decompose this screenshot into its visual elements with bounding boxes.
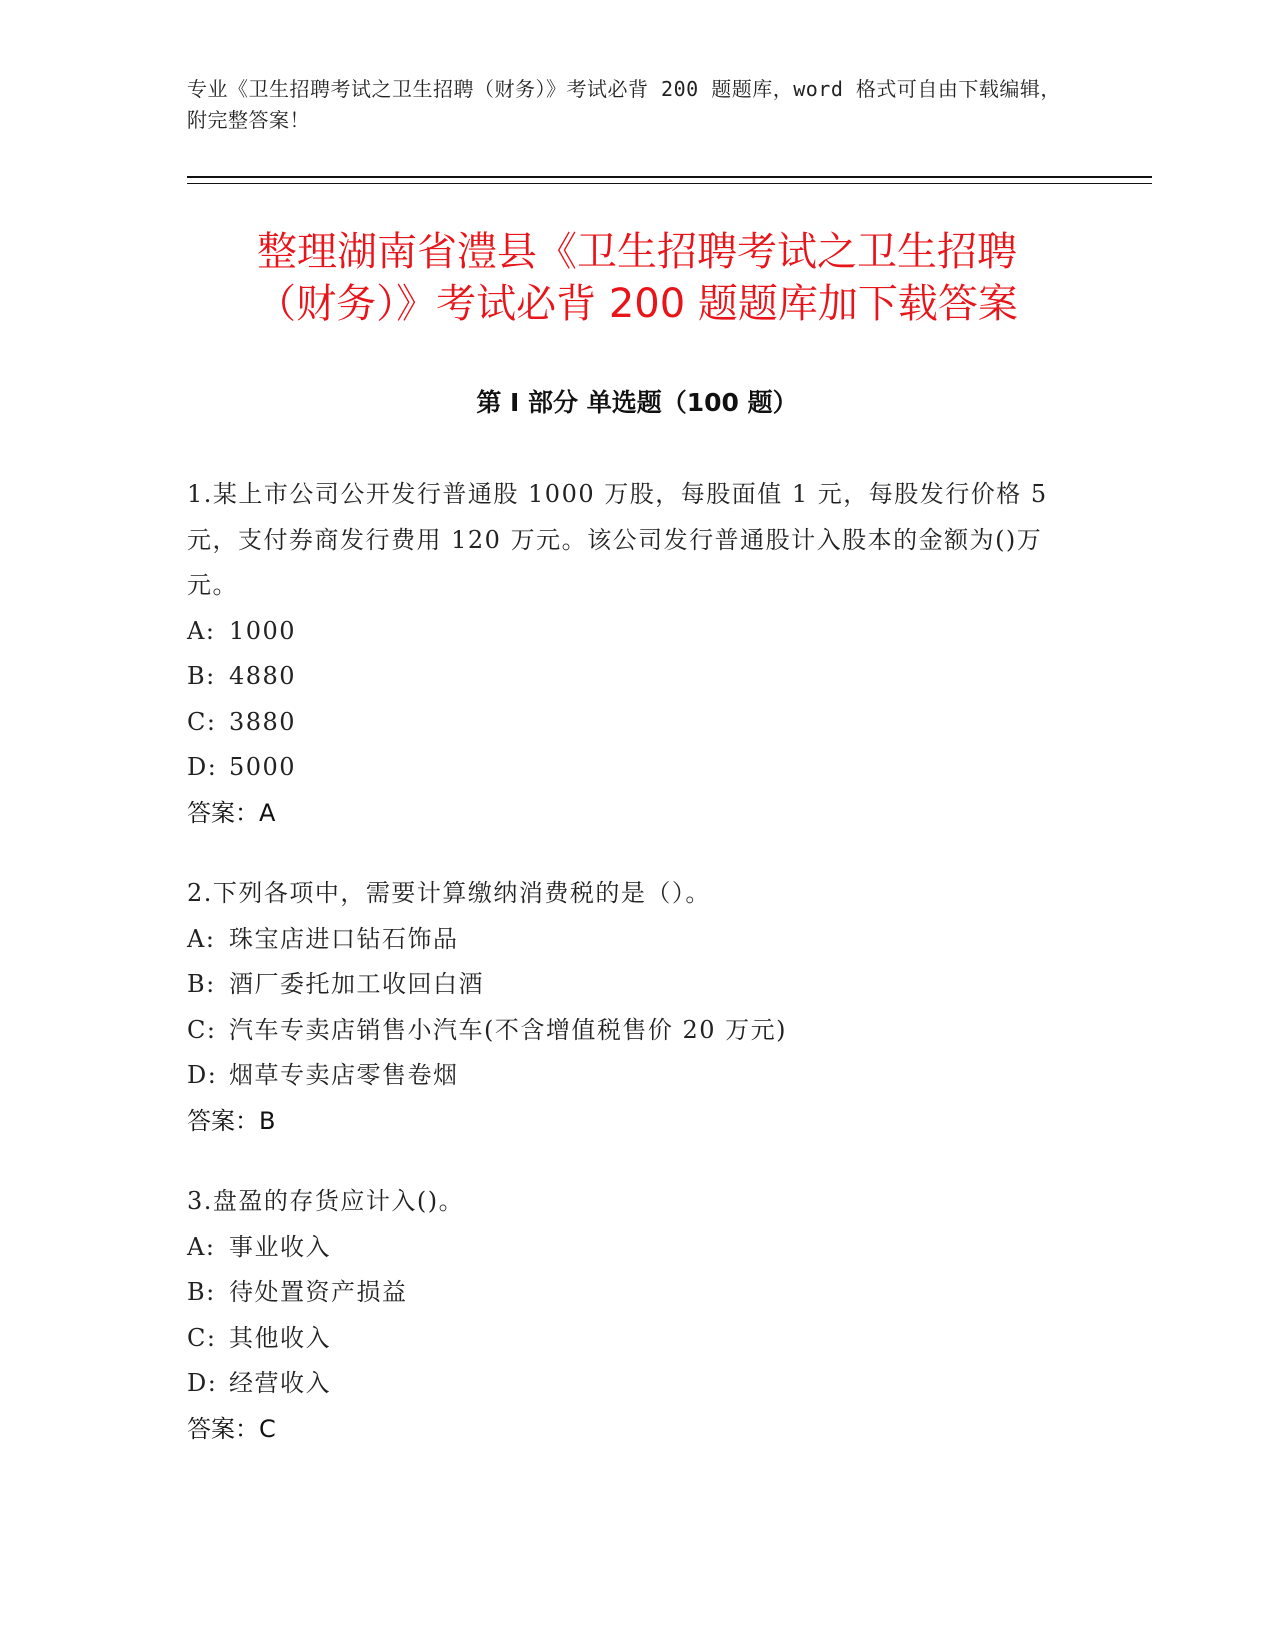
option-letter: D: — [187, 1061, 218, 1089]
option-d — [187, 745, 1087, 791]
option-a — [187, 1225, 1087, 1271]
option-text: 珠宝店进口钻石饰品 — [229, 924, 459, 953]
option-text: 3880 — [229, 707, 297, 736]
header-divider-thick — [187, 176, 1152, 178]
option-letter: B: — [187, 1278, 216, 1306]
question-list — [187, 472, 1087, 1487]
question-2 — [187, 871, 1087, 1144]
option-text: 事业收入 — [229, 1232, 331, 1261]
option-text: 其他收入 — [229, 1323, 331, 1352]
question-3 — [187, 1179, 1087, 1452]
question-stem: 3.盘盈的存货应计入()。 — [187, 1187, 465, 1215]
answer-label: 答案：B — [187, 1106, 276, 1135]
header-divider-thin — [187, 183, 1152, 184]
option-text: 烟草专卖店零售卷烟 — [229, 1061, 459, 1089]
question-stem: 1.某上市公司公开发行普通股 1000 万股，每股面值 1 元，每股发行价格 5 元，支付券商发行费用 120 万元。该公司发行普通股计入股本的金额为()万元。 — [187, 480, 1048, 599]
document-title-line-2: （财务）》考试必背 200 题题库加下载答案 — [256, 281, 1018, 327]
option-text: 1000 — [229, 616, 297, 645]
option-letter: C: — [187, 1015, 217, 1044]
option-a — [187, 917, 1087, 963]
answer-label: 答案：C — [187, 1414, 276, 1443]
option-text: 4880 — [229, 662, 297, 690]
option-b — [187, 1270, 1087, 1316]
option-letter: D: — [187, 1369, 218, 1397]
document-title — [187, 226, 1087, 330]
option-letter: B: — [187, 662, 216, 690]
option-c — [187, 1008, 1087, 1054]
option-letter: D: — [187, 753, 218, 781]
document-title-line-1: 整理湖南省澧县《卫生招聘考试之卫生招聘 — [257, 229, 1017, 275]
option-letter: A: — [187, 616, 216, 645]
option-a — [187, 609, 1087, 655]
option-text: 经营收入 — [229, 1369, 331, 1397]
option-text: 酒厂委托加工收回白酒 — [229, 970, 484, 998]
option-c — [187, 1316, 1087, 1362]
answer-label: 答案：A — [187, 798, 276, 827]
question-stem: 2.下列各项中，需要计算缴纳消费税的是（）。 — [187, 879, 711, 907]
option-c — [187, 700, 1087, 746]
option-d — [187, 1053, 1087, 1099]
option-text: 5000 — [229, 753, 297, 781]
option-d — [187, 1361, 1087, 1407]
option-text: 汽车专卖店销售小汽车(不含增值税售价 20 万元) — [229, 1015, 788, 1044]
option-letter: A: — [187, 924, 216, 953]
option-letter: C: — [187, 707, 217, 736]
option-letter: B: — [187, 970, 216, 998]
section-title: 第 I 部分 单选题（100 题） — [476, 388, 798, 417]
option-text: 待处置资产损益 — [229, 1278, 408, 1306]
option-b — [187, 654, 1087, 700]
option-b — [187, 962, 1087, 1008]
question-1 — [187, 472, 1087, 836]
option-letter: A: — [187, 1232, 216, 1261]
header-note: 专业《卫生招聘考试之卫生招聘（财务）》考试必背 200 题题库，word 格式可自由下载编辑，附完整答案！ — [187, 77, 1061, 132]
option-letter: C: — [187, 1323, 217, 1352]
